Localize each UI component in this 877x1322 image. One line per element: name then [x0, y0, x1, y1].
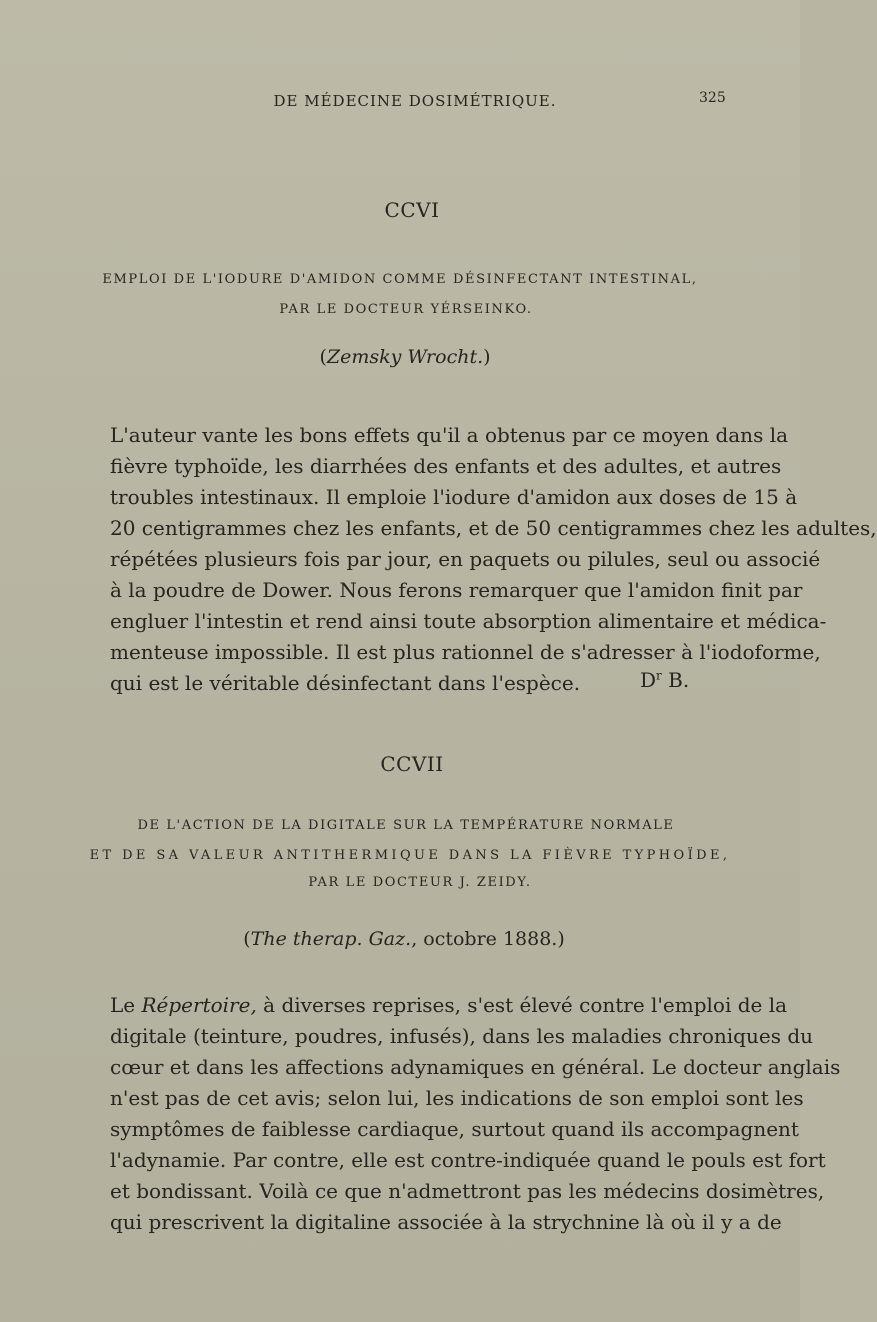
text-line: menteuse impossible. Il est plus rationnel de s'adresser à l'iodoforme, [110, 640, 821, 664]
text-line: digitale (teinture, poudres, infusés), dans les maladies chroniques du [110, 1024, 814, 1048]
signature-prefix: D [640, 668, 657, 692]
signature [640, 668, 689, 692]
repertoire-italic: Répertoire, [141, 993, 257, 1017]
text-line [110, 990, 788, 1021]
text-line: cœur et dans les affections adynamiques en général. Le docteur anglais [110, 1055, 841, 1079]
text-line: et bondissant. Voilà ce que n'admettront pas les médecins dosimètres, [110, 1179, 825, 1203]
article-title-line: PAR LE DOCTEUR YÉRSEINKO. [279, 302, 533, 317]
article-title-line: EMPLOI DE L'IODURE D'AMIDON COMME DÉSINFECTANT INTESTINAL, [102, 272, 698, 287]
text-line: 20 centigrammes chez les enfants, et de 50 centigrammes chez les adultes, [110, 516, 877, 540]
source-title: The therap. Gaz. [250, 928, 412, 950]
article-numeral-ccvi: CCVI [384, 198, 440, 222]
text-line: L'auteur vante les bons effets qu'il a obtenus par ce moyen dans la [110, 423, 789, 447]
text-line: à la poudre de Dower. Nous ferons remarquer que l'amidon finit par [110, 578, 803, 602]
text-line: fièvre typhoïde, les diarrhées des enfants et des adultes, et autres [110, 454, 782, 478]
article-title-line: ET DE SA VALEUR ANTITHERMIQUE DANS LA FIÈVRE TYPHOÏDE, [89, 848, 731, 863]
text-line: symptômes de faiblesse cardiaque, surtout quand ils accompagnent [110, 1117, 799, 1141]
source-title: Zemsky Wrocht. [326, 346, 484, 368]
text-line: qui prescrivent la digitaline associée à la strychnine là où il y a de [110, 1210, 782, 1234]
source-citation: (Zemsky Wrocht.) [319, 346, 491, 368]
running-title: DE MÉDECINE DOSIMÉTRIQUE. [273, 92, 557, 110]
article-numeral-ccvii: CCVII [380, 752, 444, 776]
article-title-line: PAR LE DOCTEUR J. ZEIDY. [308, 875, 532, 890]
text-line: qui est le véritable désinfectant dans l'espèce. [110, 671, 581, 695]
article-body [110, 420, 877, 699]
source-citation: (The therap. Gaz., octobre 1888.) [243, 928, 565, 950]
text-line: l'adynamie. Par contre, elle est contre-indiquée quand le pouls est fort [110, 1148, 826, 1172]
text-run: Le [110, 993, 142, 1017]
signature-name: B. [668, 668, 690, 692]
text-line: troubles intestinaux. Il emploie l'iodure d'amidon aux doses de 15 à [110, 485, 798, 509]
running-head [0, 90, 800, 114]
article-body [110, 990, 841, 1238]
text-line: répétées plusieurs fois par jour, en paquets ou pilules, seul ou associé [110, 547, 821, 571]
text-line: engluer l'intestin et rend ainsi toute absorption alimentaire et médica- [110, 609, 827, 633]
signature-sup: r [656, 668, 662, 683]
page-number: 325 [699, 90, 726, 106]
source-date: , octobre 1888. [411, 928, 558, 950]
article-title-line: DE L'ACTION DE LA DIGITALE SUR LA TEMPÉRATURE NORMALE [137, 818, 675, 833]
text-run: à diverses reprises, s'est élevé contre l'emploi de la [256, 993, 788, 1017]
text-line: n'est pas de cet avis; selon lui, les indications de son emploi sont les [110, 1086, 804, 1110]
